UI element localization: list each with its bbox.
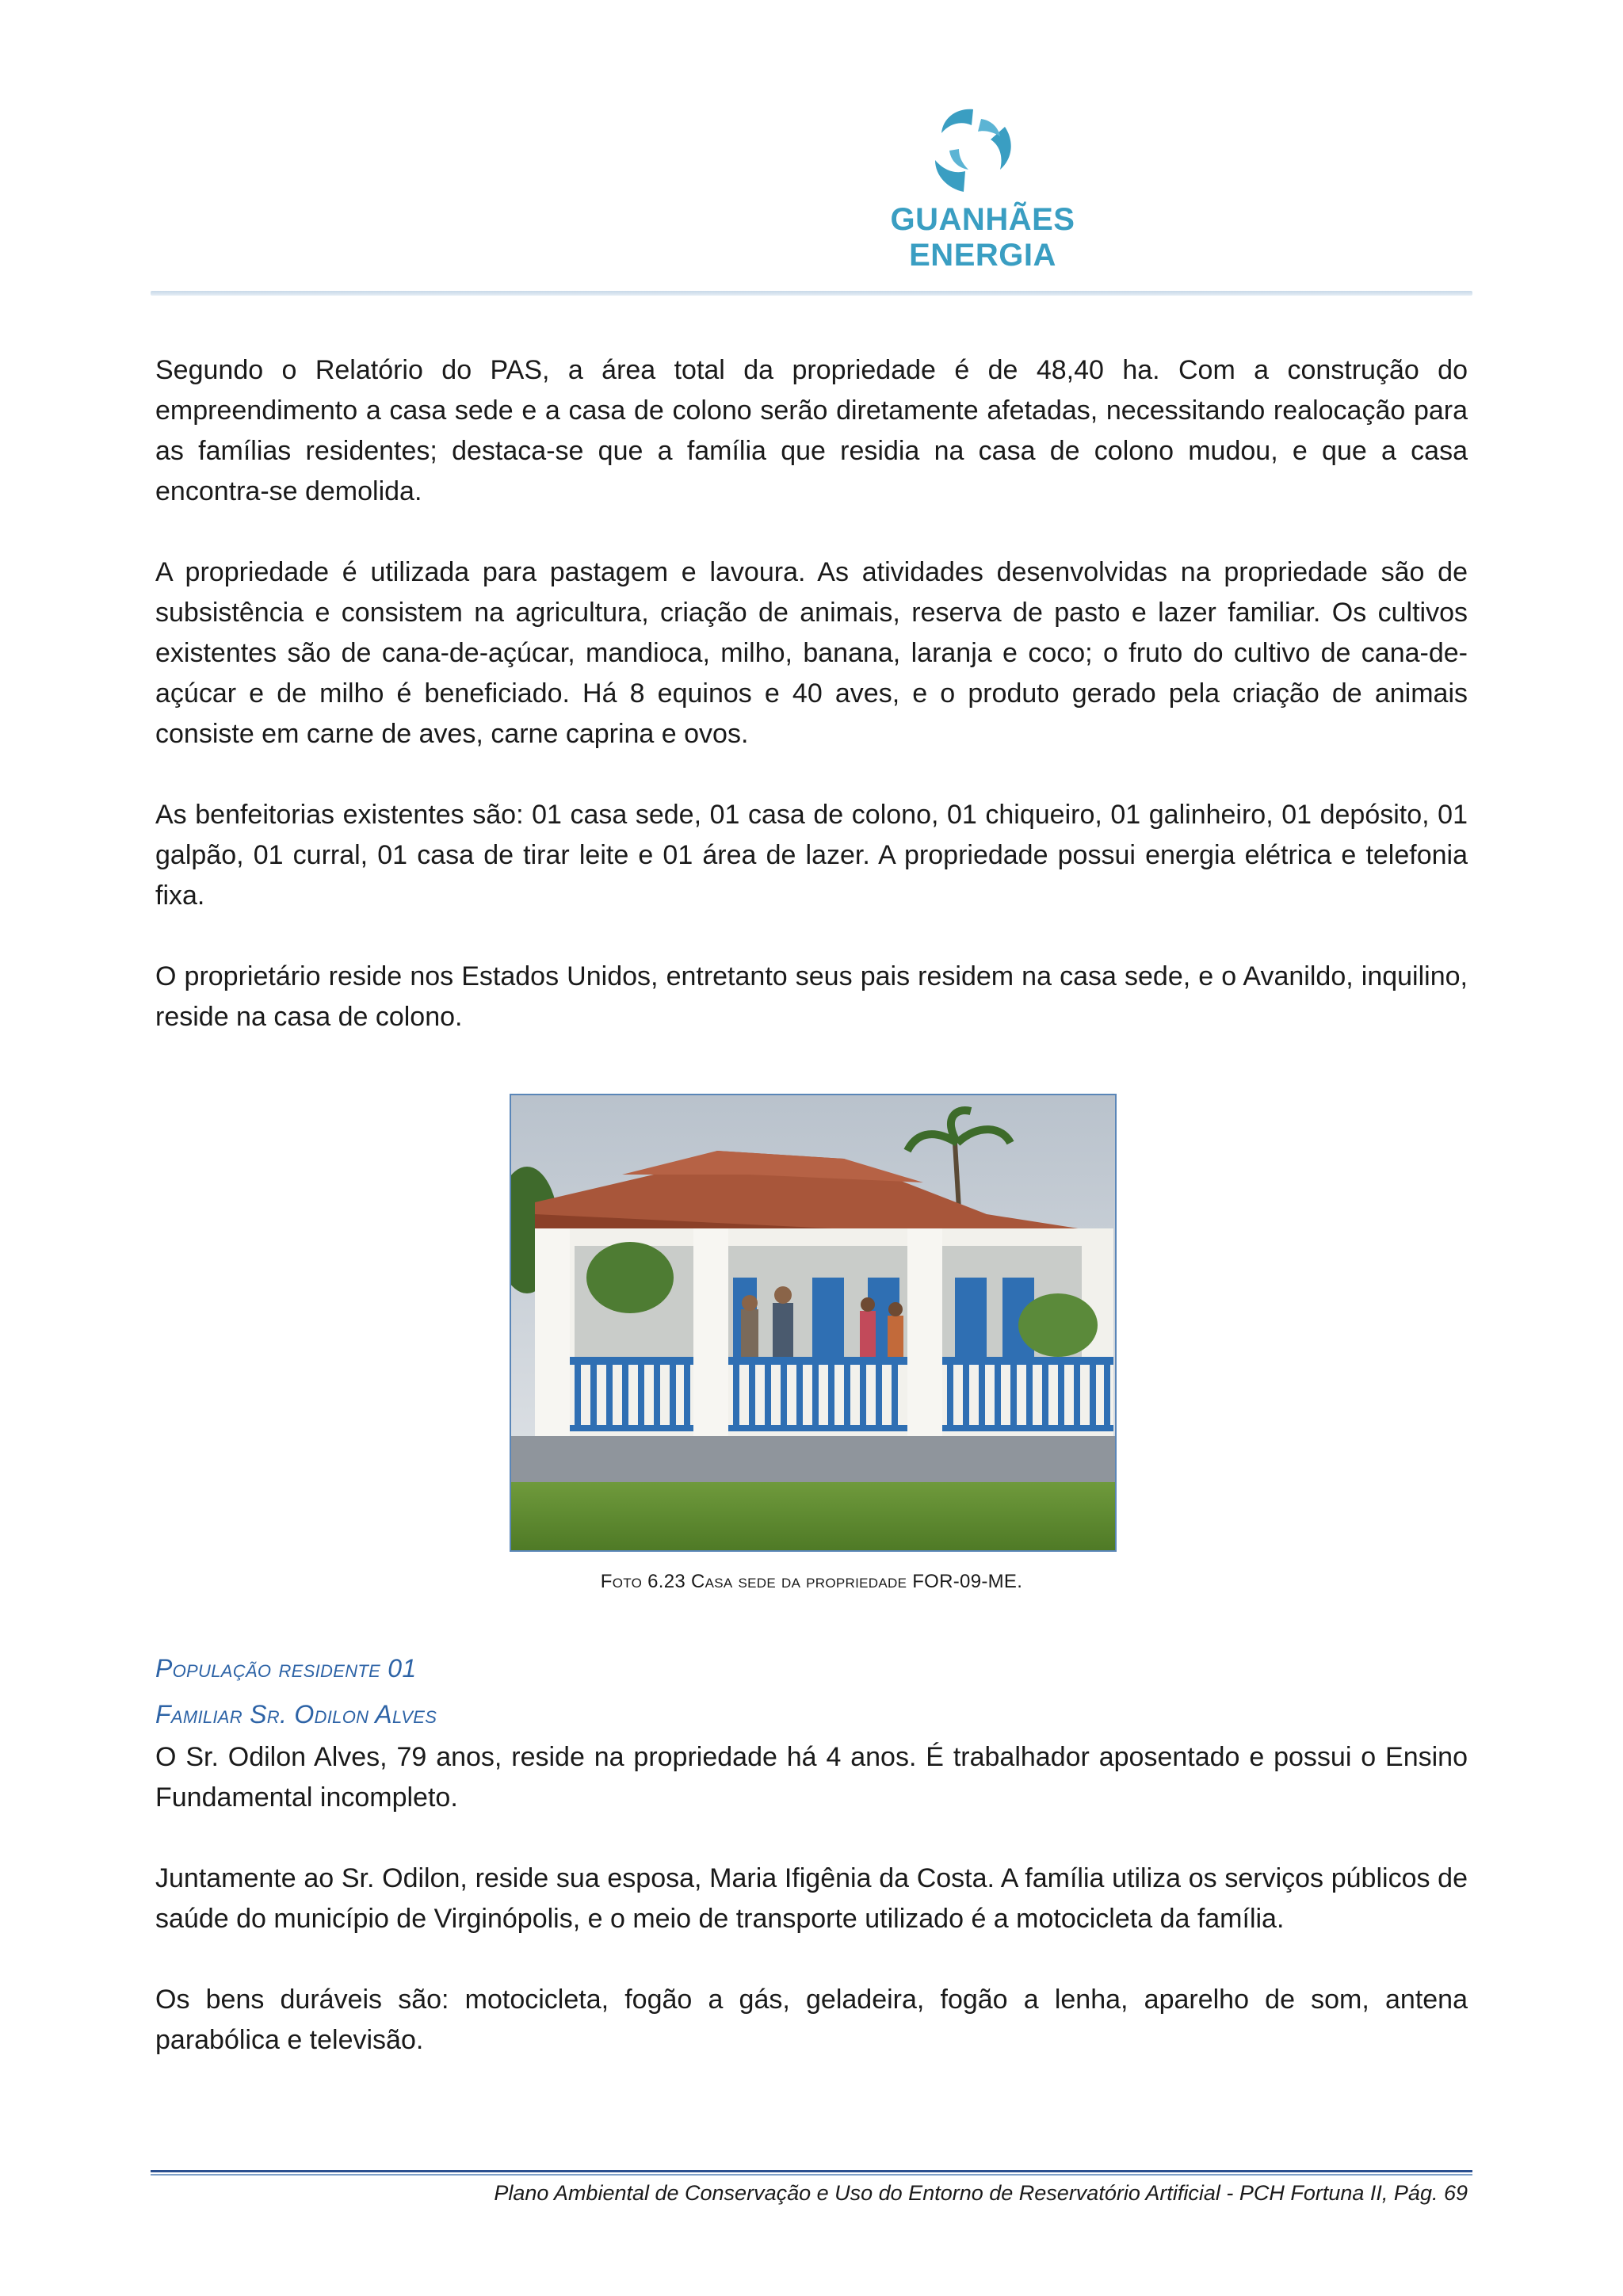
house-photo-illustration xyxy=(511,1095,1115,1550)
header-divider xyxy=(151,291,1472,296)
paragraph: O proprietário reside nos Estados Unidos, entretanto seus pais residem na casa sede, e o Avanildo, inquilino, reside na casa de colono. xyxy=(155,961,1468,1032)
footer-divider xyxy=(151,2170,1472,2176)
paragraph: Segundo o Relatório do PAS, a área total da propriedade é de 48,40 ha. Com a construção do empreendimento a casa sede e a casa de colono serão diretamente afetadas, necessitando realocação para as famílias residentes; destaca-se que a família que residia na casa de colono mudou, e que a casa encontra-se demolida. xyxy=(155,355,1468,506)
section-subheading: Familiar Sr. Odilon Alves xyxy=(155,1700,437,1729)
paragraph: A propriedade é utilizada para pastagem e lavoura. As atividades desenvolvidas na propriedade são de subsistência e consistem na agricultura, criação de animais, reserva de pasto e lazer familiar. Os cultivos existentes são de cana-de-açúcar, mandioca, milho, banana, laranja e coco; o fruto do cultivo de cana-de-açúcar e de milho é beneficiado. Há 8 equinos e 40 aves, e o produto gerado pela criação de animais consiste em carne de aves, carne caprina e ovos. xyxy=(155,557,1468,749)
body-text-top xyxy=(155,350,1468,1037)
photo-caption: Foto 6.23 Casa sede da propriedade FOR-09-ME. xyxy=(600,1571,1023,1592)
section-heading: População residente 01 xyxy=(155,1654,417,1683)
company-logo xyxy=(816,103,1149,273)
body-text-bottom xyxy=(155,1645,1468,2061)
paragraph: Juntamente ao Sr. Odilon, reside sua esposa, Maria Ifigênia da Costa. A família utiliza os serviços públicos de saúde do município de Virginópolis, e o meio de transporte utilizado é a motocicleta da família. xyxy=(155,1863,1468,1934)
swirl-logo-icon xyxy=(926,103,1021,198)
house-photo xyxy=(510,1094,1117,1552)
page-footer: Plano Ambiental de Conservação e Uso do Entorno de Reservatório Artificial - PCH Fortuna II, Pág. 69 xyxy=(494,2181,1468,2205)
logo-wordmark: GUANHÃES ENERGIA xyxy=(890,202,1075,273)
paragraph: O Sr. Odilon Alves, 79 anos, reside na propriedade há 4 anos. É trabalhador aposentado e possui o Ensino Fundamental incompleto. xyxy=(155,1742,1468,1813)
paragraph: As benfeitorias existentes são: 01 casa sede, 01 casa de colono, 01 chiqueiro, 01 galinheiro, 01 depósito, 01 galpão, 01 curral, 01 casa de tirar leite e 01 área de lazer. A propriedade possui energia elétrica e telefonia fixa. xyxy=(155,800,1468,911)
page-header xyxy=(0,0,1623,301)
paragraph: Os bens duráveis são: motocicleta, fogão a gás, geladeira, fogão a lenha, aparelho de som, antena parabólica e televisão. xyxy=(155,1985,1468,2055)
